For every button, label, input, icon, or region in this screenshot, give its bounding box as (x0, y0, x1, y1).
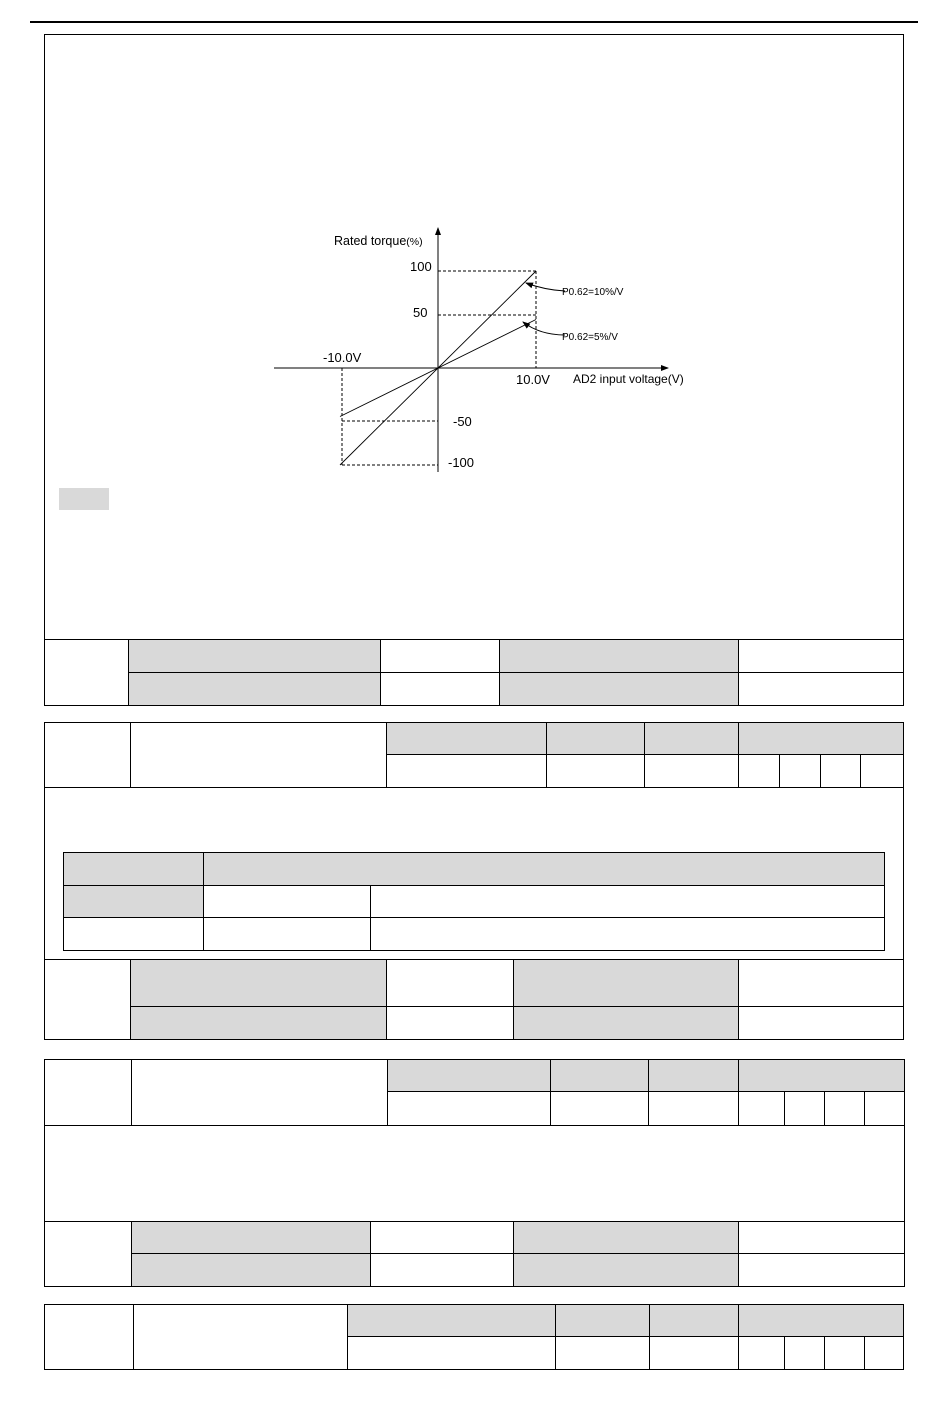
header-cell (513, 1006, 739, 1040)
inner-row-header (63, 917, 204, 951)
inner-header-cell (63, 852, 204, 886)
header-cell (386, 722, 547, 755)
header-cell (513, 1221, 739, 1254)
param-code-cell (44, 1304, 134, 1370)
series-label-10: P0.62=10%/V (562, 287, 624, 298)
header-cell (130, 1006, 387, 1040)
header-cell (128, 639, 381, 673)
value-cell (738, 754, 780, 788)
header-cell (649, 1304, 739, 1337)
value-cell (386, 754, 547, 788)
x-tick-10: 10.0V (516, 372, 550, 387)
value-cell (347, 1336, 556, 1370)
torque-voltage-chart (0, 0, 950, 520)
value-cell (387, 1091, 551, 1126)
header-cell (347, 1304, 556, 1337)
header-cell (131, 1253, 371, 1287)
param-code-cell (44, 639, 129, 706)
header-cell (550, 1059, 649, 1092)
value-cell (779, 754, 821, 788)
value-cell (738, 1221, 905, 1254)
inner-row-header (63, 885, 204, 918)
param-name-cell (131, 1059, 388, 1126)
value-cell (550, 1091, 649, 1126)
param-name-cell (133, 1304, 348, 1370)
value-cell (738, 672, 904, 706)
description-cell (44, 1125, 905, 1222)
value-cell (555, 1336, 650, 1370)
x-axis-title: AD2 input voltage(V) (573, 372, 684, 386)
param-code-cell (44, 722, 131, 788)
value-cell (738, 1253, 905, 1287)
param-code-cell (44, 1059, 132, 1126)
inner-header-cell (203, 852, 885, 886)
inner-cell (370, 885, 885, 918)
value-cell (738, 1006, 904, 1040)
y-tick-neg100: -100 (448, 455, 475, 470)
header-cell (738, 722, 904, 755)
value-cell (644, 754, 739, 788)
header-cell (738, 1059, 905, 1092)
inner-cell (370, 917, 885, 951)
y-tick-100: 100 (410, 259, 432, 274)
y-axis-title: Rated torque(%) (334, 234, 423, 248)
value-cell (824, 1091, 865, 1126)
param-code-cell (44, 959, 131, 1040)
inner-cell (203, 885, 371, 918)
value-cell (820, 754, 861, 788)
header-cell (499, 639, 739, 673)
value-cell (738, 1091, 785, 1126)
value-cell (784, 1091, 825, 1126)
value-cell (370, 1221, 514, 1254)
callout-arrow-10 (526, 283, 565, 291)
value-cell (864, 1091, 905, 1126)
value-cell (386, 1006, 514, 1040)
y-tick-50: 50 (413, 305, 428, 320)
y-tick-neg50: -50 (453, 414, 472, 429)
series-label-5: P0.62=5%/V (562, 332, 618, 343)
note-label-box (59, 488, 109, 510)
header-cell (738, 1304, 904, 1337)
value-cell (648, 1091, 739, 1126)
x-tick-neg10: -10.0V (323, 350, 362, 365)
callout-arrow-5 (523, 322, 565, 335)
inner-cell (203, 917, 371, 951)
value-cell (380, 639, 500, 673)
value-cell (380, 672, 500, 706)
param-name-cell (130, 722, 387, 788)
header-cell (128, 672, 381, 706)
header-cell (555, 1304, 650, 1337)
value-cell (864, 1336, 904, 1370)
value-cell (738, 959, 904, 1007)
header-cell (131, 1221, 371, 1254)
header-cell (513, 959, 739, 1007)
header-cell (130, 959, 387, 1007)
value-cell (738, 1336, 785, 1370)
value-cell (546, 754, 645, 788)
value-cell (860, 754, 904, 788)
header-cell (499, 672, 739, 706)
value-cell (649, 1336, 739, 1370)
header-cell (546, 722, 645, 755)
header-cell (513, 1253, 739, 1287)
value-cell (824, 1336, 865, 1370)
value-cell (386, 959, 514, 1007)
param-code-cell (44, 1221, 132, 1287)
header-cell (387, 1059, 551, 1092)
header-cell (644, 722, 739, 755)
header-cell (648, 1059, 739, 1092)
value-cell (370, 1253, 514, 1287)
value-cell (784, 1336, 825, 1370)
value-cell (738, 639, 904, 673)
